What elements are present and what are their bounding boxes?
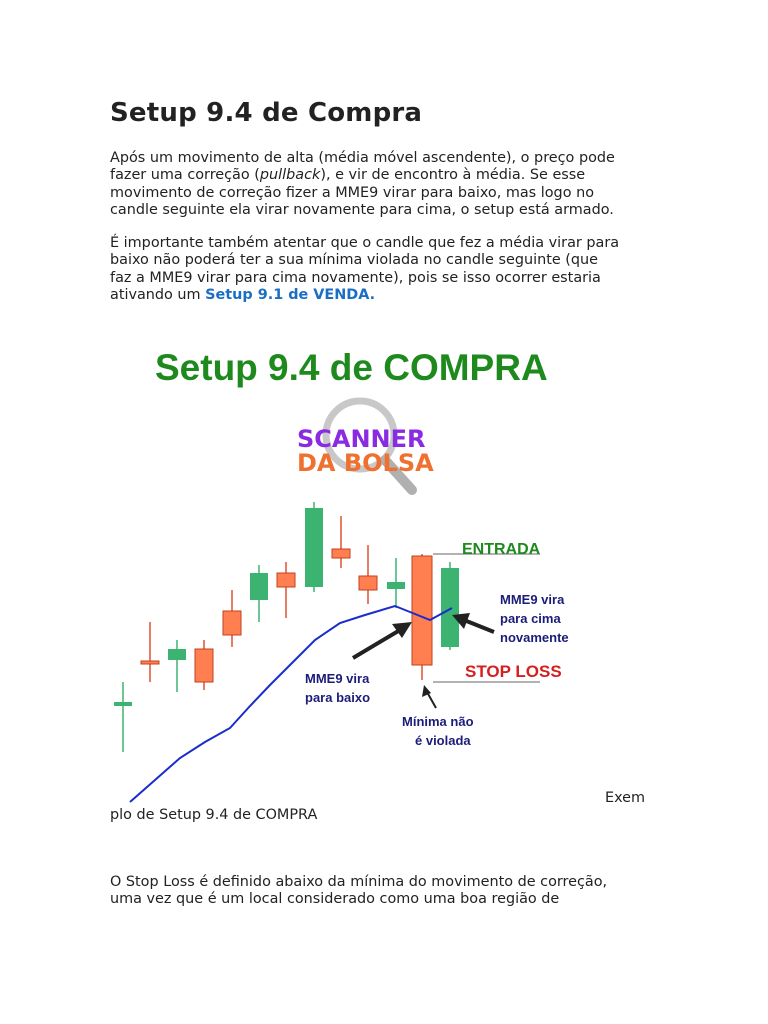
label-mme9-down-1: MME9 vira [305, 671, 370, 686]
text-line: baixo não poderá ter a sua mínima violada no candle seguinte (que [110, 252, 598, 269]
label-minima-1: Mínima não [402, 714, 474, 729]
arrow-minima [422, 685, 436, 708]
candle [359, 545, 377, 604]
setup-diagram-svg [110, 340, 630, 810]
label-minima-2: é violada [415, 733, 471, 748]
candle [332, 516, 350, 568]
figure-heading: Setup 9.4 de COMPRA [155, 347, 548, 388]
text-line: uma vez que é um local considerado como uma boa região de [110, 891, 560, 908]
label-mme9-up-3: novamente [500, 630, 569, 645]
mme9-line [130, 606, 452, 802]
emphasis-text: pullback [259, 167, 321, 184]
candle [441, 562, 459, 650]
figure-caption-part1: Exem [605, 790, 646, 806]
label-entrada: ENTRADA [462, 541, 541, 558]
candle [277, 562, 295, 618]
candle [195, 640, 213, 690]
text-line: candle seguinte ela virar novamente para cima, o setup está armado. [110, 201, 614, 218]
text-line: Após um movimento de alta (média móvel ascendente), o preço pode [110, 150, 615, 166]
setup-9-1-venda-link[interactable]: Setup 9.1 de VENDA. [205, 286, 376, 303]
candle [223, 590, 241, 647]
paragraph-stop-loss [110, 874, 670, 909]
candle [387, 558, 405, 608]
label-stop-loss: STOP LOSS [465, 662, 562, 681]
page-title: Setup 9.4 de Compra [110, 98, 423, 128]
arrow-mme9-down [353, 622, 412, 658]
logo-line1: SCANNER [297, 425, 426, 453]
text-line [110, 167, 670, 184]
candle [305, 502, 323, 592]
setup-diagram-image [110, 340, 630, 810]
candle [250, 565, 268, 622]
text-line: O Stop Loss é definido abaixo da mínima do movimento de correção, [110, 874, 608, 890]
candle [168, 640, 186, 692]
text-fragment: ativando um [110, 286, 206, 303]
paragraph-warning [110, 235, 670, 304]
logo-line2: DA BOLSA [297, 449, 434, 477]
figure-caption-part2: plo de Setup 9.4 de COMPRA [110, 807, 318, 823]
label-mme9-down-2: para baixo [305, 690, 371, 705]
label-mme9-up-1: MME9 vira [500, 592, 565, 607]
candle [114, 682, 132, 752]
text-fragment: fazer uma correção ( [110, 167, 260, 184]
label-mme9-up-2: para cima [500, 611, 561, 626]
text-fragment: ), e vir de encontro à média. Se esse [320, 167, 586, 184]
paragraph-intro [110, 150, 670, 219]
text-line: É importante também atentar que o candle que fez a média virar para [110, 235, 620, 251]
text-line: faz a MME9 virar para cima novamente), pois se isso ocorrer estaria [110, 269, 601, 286]
text-line [110, 287, 670, 304]
candle [141, 622, 159, 682]
text-line: movimento de correção fizer a MME9 virar para baixo, mas logo no [110, 184, 594, 201]
